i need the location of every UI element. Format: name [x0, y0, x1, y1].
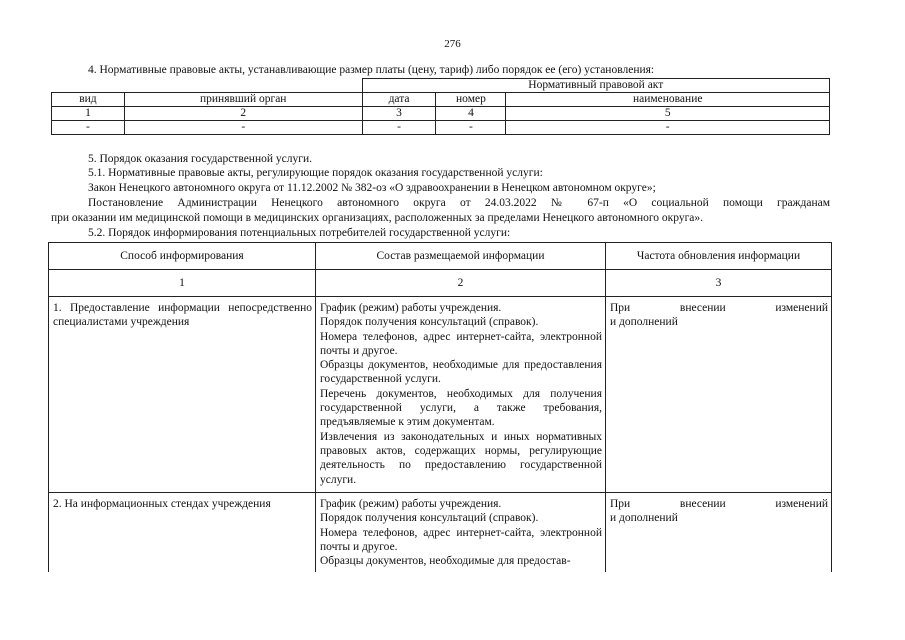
- info-item: График (режим) работы учреждения.: [320, 302, 502, 314]
- fee-acts-table: [51, 78, 830, 135]
- info-item: Извлечения из законодательных и иных нормативных правовых актов, содержащих нормы, регулирующие деятельность по предоставлению государственной услуги.: [320, 430, 602, 486]
- decree-line2: при оказании им медицинской помощи в медицинских организациях, расположенных за пределами Ненецкого автономного округа».: [51, 212, 704, 224]
- section4-title: 4. Нормативные правовые акты, устанавливающие размер платы (цену, тариф) либо порядок ее (его) установления:: [88, 64, 655, 76]
- col-index: 5: [506, 107, 830, 121]
- method-text: 2. На информационных стендах учреждения: [53, 498, 271, 510]
- group-header-empty: [52, 79, 363, 93]
- freq-word: изменений: [775, 498, 828, 510]
- info-item: График (режим) работы учреждения.: [320, 498, 502, 510]
- col-index: 2: [124, 107, 362, 121]
- table-cell: -: [362, 121, 436, 135]
- col-header-number: номер: [436, 93, 506, 107]
- info-item: Порядок получения консультаций (справок).: [320, 316, 539, 329]
- decree-line1: Постановление Администрации Ненецкого автономного округа от 24.03.2022 № 67-п «О социальной помощи гражданам: [88, 197, 830, 209]
- col-header-date: дата: [362, 93, 436, 107]
- table-cell: -: [124, 121, 362, 135]
- freq-word: изменений: [775, 302, 828, 314]
- frequency-cell: [606, 297, 832, 493]
- freq-word: внесении: [679, 302, 726, 314]
- section51-text: 5.1. Нормативные правовые акты, регулирующие порядок оказания государственной услуги:: [88, 167, 543, 179]
- page-number: 276: [444, 38, 461, 50]
- col-index: 1: [52, 107, 125, 121]
- info-item: Перечень документов, необходимых для получения государственной услуги, а также требования, предъявляемые к этим документам.: [320, 387, 602, 429]
- col-header-frequency: Частота обновления информации: [606, 243, 832, 270]
- informing-table: [48, 242, 832, 572]
- method-cell: [49, 297, 316, 493]
- frequency-line2: и дополнений: [610, 316, 678, 329]
- col-index: 3: [362, 107, 436, 121]
- table-cell: -: [506, 121, 830, 135]
- frequency-line1: [610, 497, 828, 511]
- info-item: Номера телефонов, адрес интернет-сайта, электронной почты и другое.: [320, 526, 602, 553]
- frequency-line2: и дополнений: [610, 512, 678, 525]
- col-index: 1: [49, 270, 316, 297]
- col-header-name: наименование: [506, 93, 830, 107]
- info-cell: [316, 297, 606, 493]
- method-cell: [49, 493, 316, 573]
- col-header-type: вид: [52, 93, 125, 107]
- section52-text: 5.2. Порядок информирования потенциальных потребителей государственной услуги:: [88, 227, 511, 239]
- col-header-method: Способ информирования: [49, 243, 316, 270]
- info-item: Номера телефонов, адрес интернет-сайта, электронной почты и другое.: [320, 330, 602, 357]
- col-header-body: принявший орган: [124, 93, 362, 107]
- freq-word: внесении: [679, 498, 726, 510]
- info-item: Образцы документов, необходимые для предоставления государственной услуги.: [320, 359, 602, 386]
- freq-word: При: [610, 302, 631, 314]
- frequency-cell: [606, 493, 832, 573]
- law-reference: Закон Ненецкого автономного округа от 11.12.2002 № 382-оз «О здравоохранении в Ненецком автономном округе»;: [88, 182, 656, 194]
- col-header-content: Состав размещаемой информации: [316, 243, 606, 270]
- method-text: 1. Предоставление информации непосредственно специалистами учреждения: [53, 302, 312, 329]
- table-cell: -: [436, 121, 506, 135]
- group-header: Нормативный правовой акт: [362, 79, 829, 93]
- section5-title: 5. Порядок оказания государственной услуги.: [88, 153, 312, 165]
- col-index: 4: [436, 107, 506, 121]
- col-index: 2: [316, 270, 606, 297]
- info-item: Образцы документов, необходимые для предостав-: [320, 555, 571, 568]
- info-item: Порядок получения консультаций (справок).: [320, 512, 539, 525]
- freq-word: При: [610, 498, 631, 510]
- col-index: 3: [606, 270, 832, 297]
- info-cell: [316, 493, 606, 573]
- table-cell: -: [52, 121, 125, 135]
- frequency-line1: [610, 301, 828, 315]
